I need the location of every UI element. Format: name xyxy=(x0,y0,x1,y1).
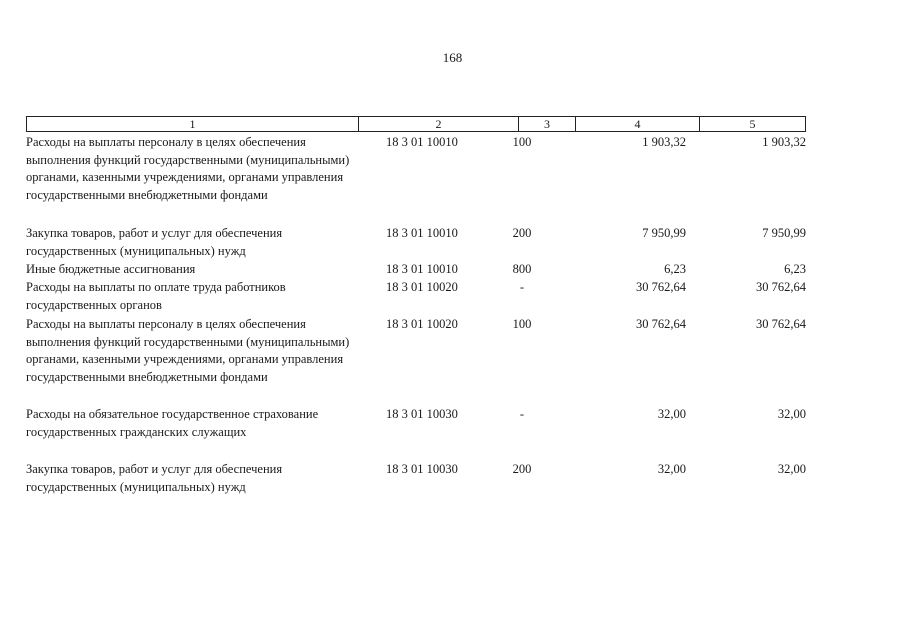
row-type: - xyxy=(519,280,525,294)
row-type: 100 xyxy=(512,317,532,331)
row-code: 18 3 01 10010 xyxy=(386,135,458,149)
row-name: Расходы на выплаты персоналу в целях обеспечения выполнения функций государственными (муниципальными) органами, казенными учреждениями, органами управления государственными внебюджетными фондами xyxy=(26,135,350,202)
row-name: Закупка товаров, работ и услуг для обеспечения государственных (муниципальных) нужд xyxy=(26,226,283,258)
row-code: 18 3 01 10010 xyxy=(386,262,458,276)
row-type: - xyxy=(519,407,525,421)
row-value-5: 6,23 xyxy=(784,262,806,276)
row-value-5: 30 762,64 xyxy=(756,317,806,331)
row-value-4: 30 762,64 xyxy=(636,280,686,294)
row-value-4: 30 762,64 xyxy=(636,317,686,331)
row-code: 18 3 01 10020 xyxy=(386,280,458,294)
header-col-5: 5 xyxy=(749,117,756,131)
row-value-4: 6,23 xyxy=(664,262,686,276)
page-number: 168 xyxy=(442,50,463,65)
header-col-3: 3 xyxy=(519,117,576,131)
row-value-4: 7 950,99 xyxy=(642,226,686,240)
row-value-5: 1 903,32 xyxy=(762,135,806,149)
row-code: 18 3 01 10020 xyxy=(386,317,458,331)
row-value-5: 30 762,64 xyxy=(756,280,806,294)
row-value-4: 32,00 xyxy=(657,407,686,421)
row-name: Расходы на выплаты персоналу в целях обеспечения выполнения функций государственными (муниципальными) органами, казенными учреждениями, органами управления государственными внебюджетными фондами xyxy=(26,317,350,384)
header-col-4: 4 xyxy=(576,117,700,131)
row-value-5: 7 950,99 xyxy=(762,226,806,240)
row-type: 200 xyxy=(512,462,532,476)
row-value-5: 32,00 xyxy=(777,462,806,476)
row-type: 800 xyxy=(512,262,532,276)
row-name: Иные бюджетные ассигнования xyxy=(26,262,196,276)
table-header xyxy=(26,116,806,132)
row-type: 100 xyxy=(512,135,532,149)
header-col-1: 1 xyxy=(27,117,359,131)
row-name: Закупка товаров, работ и услуг для обеспечения государственных (муниципальных) нужд xyxy=(26,462,283,494)
row-value-4: 32,00 xyxy=(657,462,686,476)
row-type: 200 xyxy=(512,226,532,240)
row-name: Расходы на обязательное государственное страхование государственных гражданских служащих xyxy=(26,407,319,439)
row-name: Расходы на выплаты по оплате труда работников государственных органов xyxy=(26,280,286,312)
row-code: 18 3 01 10030 xyxy=(386,407,458,421)
header-col-2: 2 xyxy=(359,117,519,131)
row-value-5: 32,00 xyxy=(777,407,806,421)
row-code: 18 3 01 10010 xyxy=(386,226,458,240)
row-code: 18 3 01 10030 xyxy=(386,462,458,476)
row-value-4: 1 903,32 xyxy=(642,135,686,149)
